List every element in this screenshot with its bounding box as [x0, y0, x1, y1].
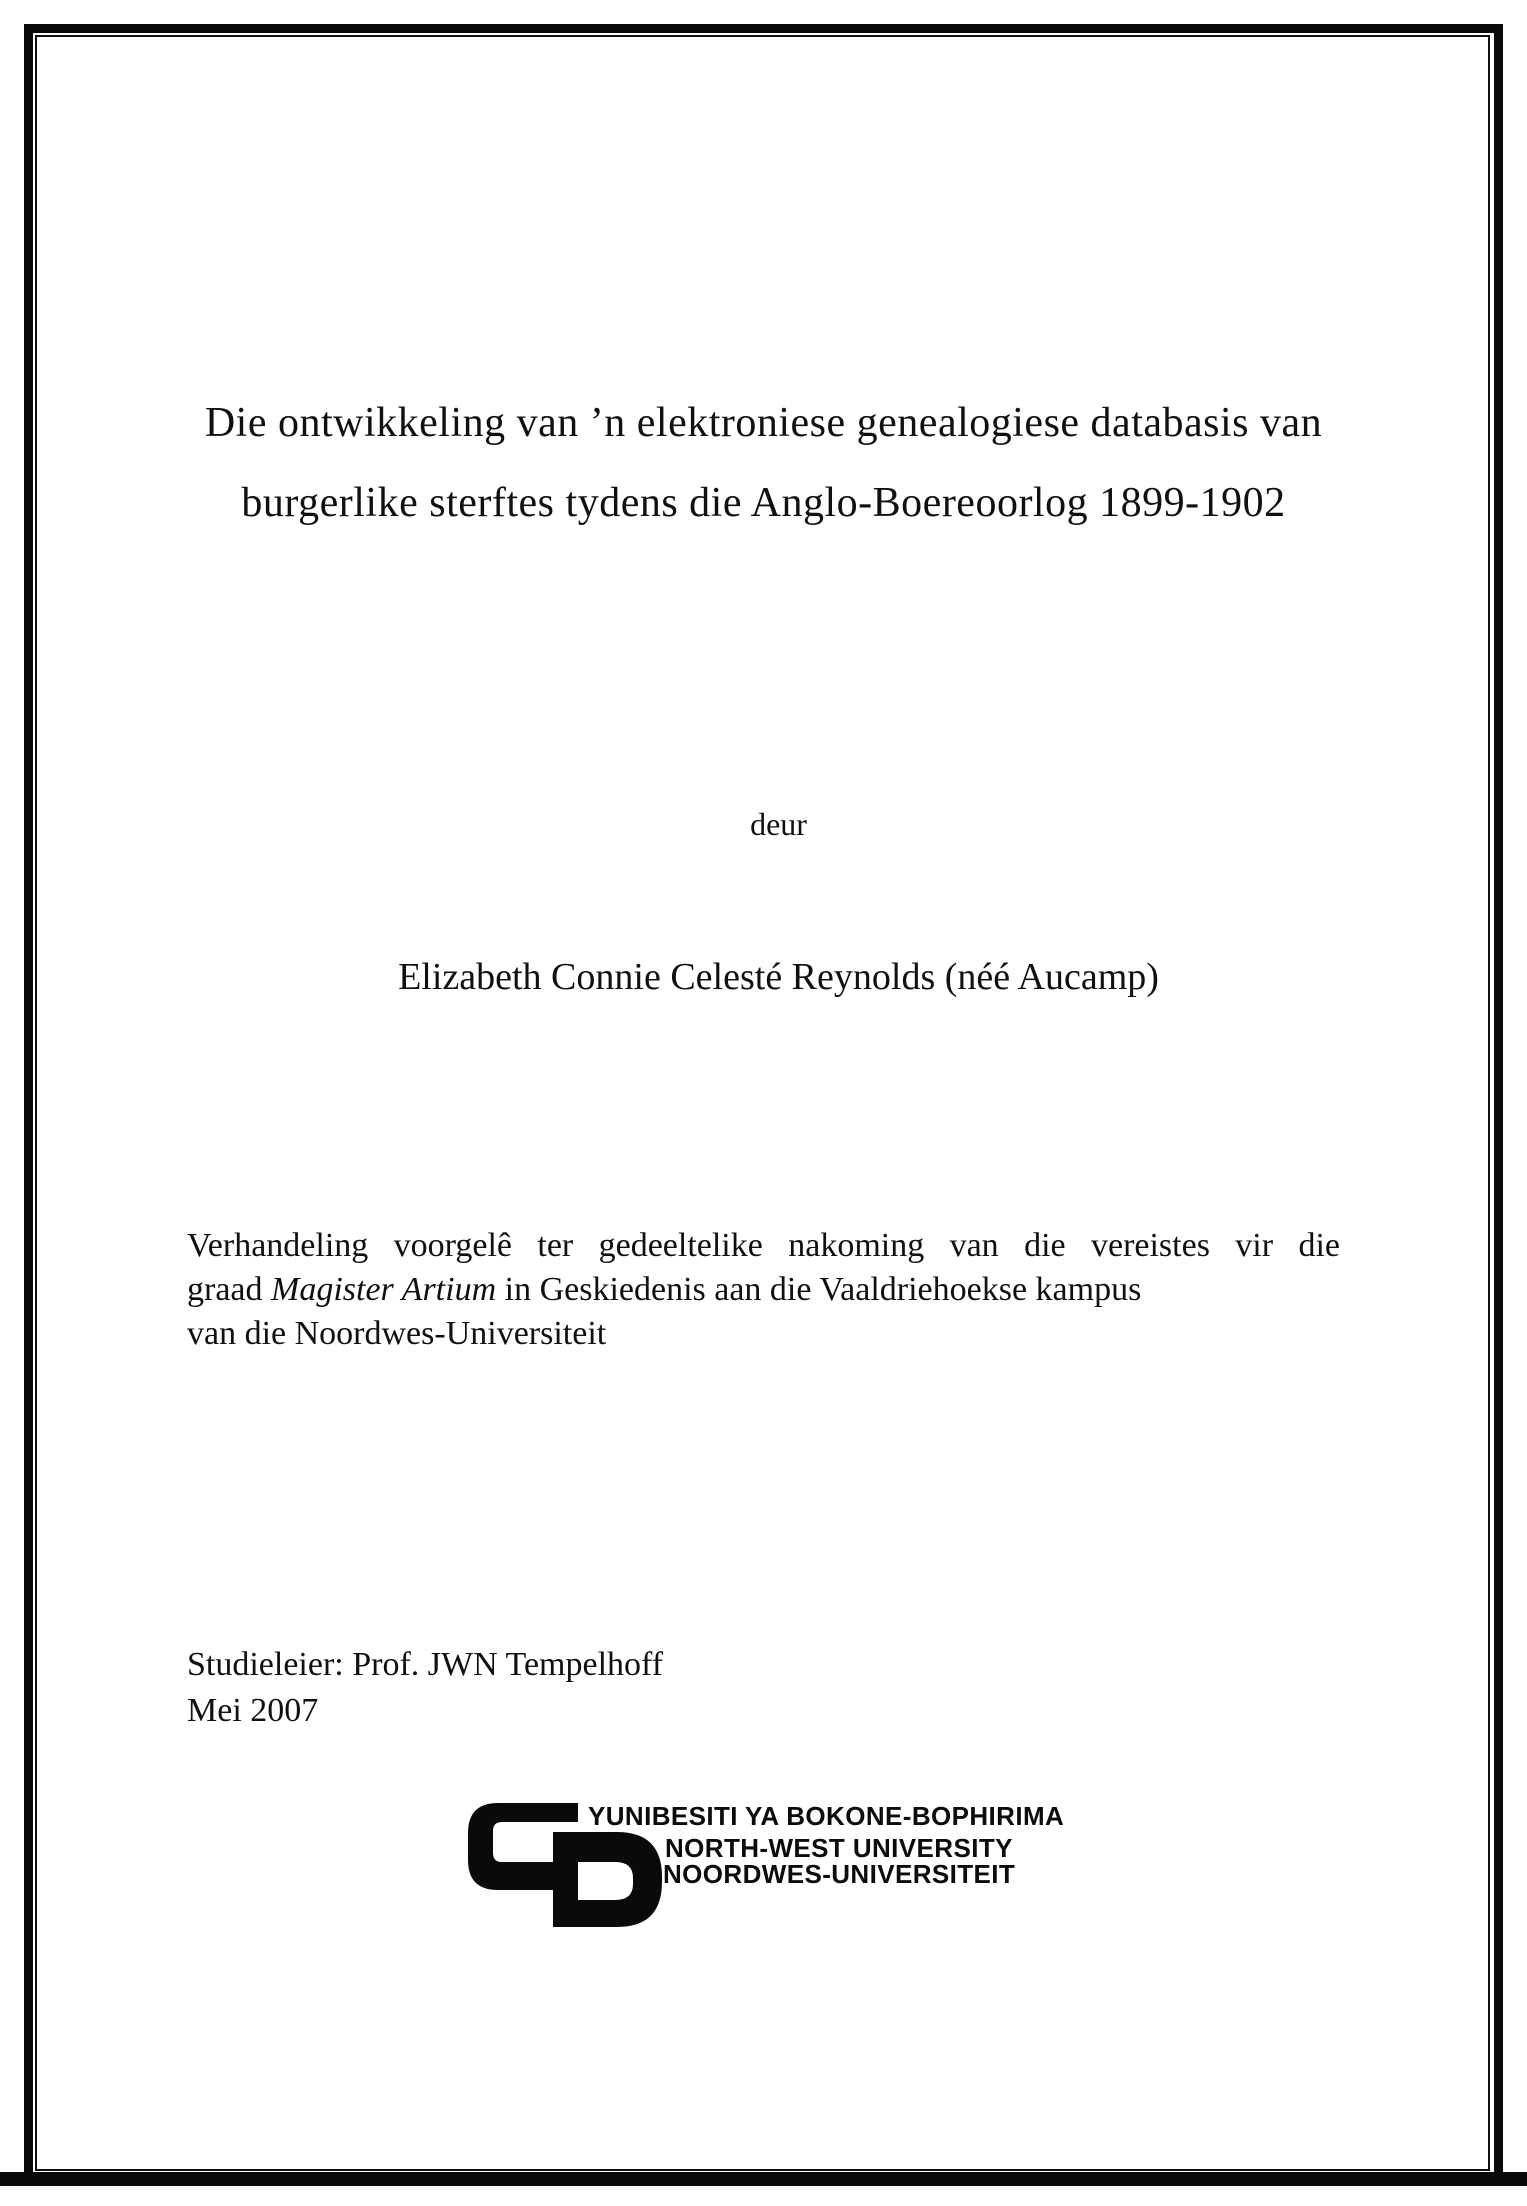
author-name: Elizabeth Connie Celesté Reynolds (néé Aucamp): [398, 956, 1159, 998]
statement-line-2-prefix: graad: [187, 1271, 272, 1308]
logo-text-line-3: NOORDWES-UNIVERSITEIT: [663, 1859, 1016, 1889]
supervisor-line: Studieleier: Prof. JWN Tempelhoff: [187, 1646, 664, 1683]
date-line: Mei 2007: [187, 1692, 319, 1729]
page-title: [24, 383, 1503, 543]
bottom-scan-edge: [0, 2172, 1527, 2186]
degree-name-italic: Magister Artium: [271, 1271, 497, 1308]
byline-deur: deur: [750, 806, 807, 842]
statement-line-2-suffix: in Geskiedenis aan die Vaaldriehoekse kampus: [496, 1271, 1142, 1308]
supervisor-block: [187, 1642, 1087, 1734]
statement-line-2: [187, 1268, 1340, 1312]
thesis-statement: [187, 1224, 1340, 1356]
title-line-1: Die ontwikkeling van ’n elektroniese genealogiese databasis van: [204, 400, 1323, 446]
logo-text-line-2: NORTH-WEST UNIVERSITY: [665, 1833, 1013, 1863]
statement-line-3: van die Noordwes-Universiteit: [187, 1315, 607, 1352]
statement-line-1: Verhandeling voorgelê ter gedeeltelike nakoming van die vereistes vir die: [187, 1227, 1340, 1264]
title-line-2: burgerlike sterftes tydens die Anglo-Boereoorlog 1899-1902: [241, 480, 1286, 526]
logo-text-line-1: YUNIBESITI YA BOKONE-BOPHIRIMA: [588, 1801, 1065, 1831]
university-logo: [468, 1803, 1108, 1933]
